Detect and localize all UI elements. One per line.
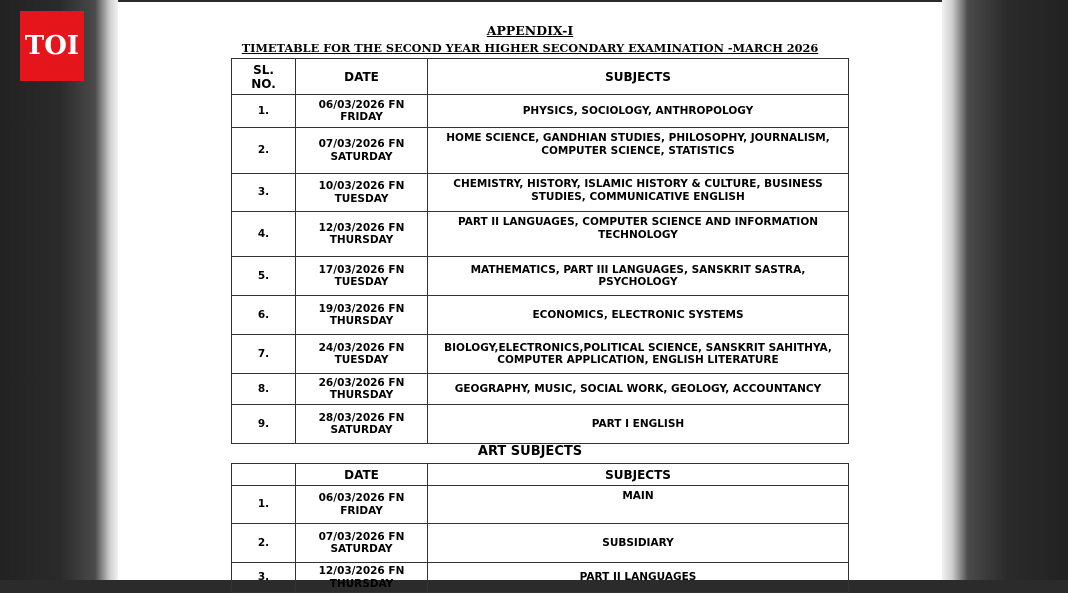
header-slno: SL. NO. [232,59,296,95]
date-cell: 17/03/2026 FN TUESDAY [296,257,428,296]
subjects-cell: ECONOMICS, ELECTRONIC SYSTEMS [428,296,849,335]
main-row [232,95,849,128]
main-row [232,374,849,405]
art-subjects-heading: ART SUBJECTS [477,444,583,459]
sl-cell: 8. [232,374,296,405]
subjects-cell: PART I ENGLISH [428,405,849,444]
main-row [232,335,849,374]
date-cell: 06/03/2026 FN FRIDAY [296,95,428,128]
sl-cell: 3. [232,174,296,212]
date-cell: 06/03/2026 FN FRIDAY [296,486,428,524]
date-cell: 07/03/2026 FN SATURDAY [296,128,428,174]
sl-cell: 6. [232,296,296,335]
main-row [232,128,849,174]
date-cell: 12/03/2026 FN THURSDAY [296,212,428,257]
timetable-title: TIMETABLE FOR THE SECOND YEAR HIGHER SECONDARY EXAMINATION -MARCH 2026 [241,41,819,55]
subjects-cell: MAIN [428,486,849,524]
subjects-cell: PART II LANGUAGES [428,563,849,593]
sl-cell: 7. [232,335,296,374]
sl-cell: 4. [232,212,296,257]
main-row [232,405,849,444]
subjects-cell: HOME SCIENCE, GANDHIAN STUDIES, PHILOSOPHY, JOURNALISM, COMPUTER SCIENCE, STATISTICS [428,128,849,174]
subjects-cell: MATHEMATICS, PART III LANGUAGES, SANSKRIT SASTRA, PSYCHOLOGY [428,257,849,296]
document-page [118,2,942,590]
subjects-cell: PART II LANGUAGES, COMPUTER SCIENCE AND INFORMATION TECHNOLOGY [428,212,849,257]
subjects-cell: SUBSIDIARY [428,524,849,563]
subjects-cell: GEOGRAPHY, MUSIC, SOCIAL WORK, GEOLOGY, ACCOUNTANCY [428,374,849,405]
sl-cell: 1. [232,95,296,128]
main-row [232,257,849,296]
sl-cell: 2. [232,524,296,563]
main-timetable [231,58,849,444]
sl-cell: 2. [232,128,296,174]
date-cell: 12/03/2026 FN THURSDAY [296,563,428,593]
header-date: DATE [296,59,428,95]
date-cell: 28/03/2026 FN SATURDAY [296,405,428,444]
subjects-cell: BIOLOGY,ELECTRONICS,POLITICAL SCIENCE, SANSKRIT SAHITHYA, COMPUTER APPLICATION, ENGLISH LITERATURE [428,335,849,374]
art-header-slno [232,464,296,486]
date-cell: 10/03/2026 FN TUESDAY [296,174,428,212]
art-timetable [231,463,849,593]
sl-cell: 5. [232,257,296,296]
left-backdrop [0,0,118,580]
art-row [232,563,849,593]
date-cell: 19/03/2026 FN THURSDAY [296,296,428,335]
subjects-cell: PHYSICS, SOCIOLOGY, ANTHROPOLOGY [428,95,849,128]
art-row [232,486,849,524]
sl-cell: 9. [232,405,296,444]
toi-logo: TOI [20,11,84,81]
art-header-subjects: SUBJECTS [428,464,849,486]
date-cell: 07/03/2026 FN SATURDAY [296,524,428,563]
right-backdrop [942,0,1068,580]
date-cell: 24/03/2026 FN TUESDAY [296,335,428,374]
main-row [232,296,849,335]
art-header-date: DATE [296,464,428,486]
appendix-title: APPENDIX-I [486,23,574,38]
sl-cell: 1. [232,486,296,524]
main-row [232,174,849,212]
sl-cell: 3. [232,563,296,593]
art-row [232,524,849,563]
header-subjects: SUBJECTS [428,59,849,95]
subjects-cell: CHEMISTRY, HISTORY, ISLAMIC HISTORY & CULTURE, BUSINESS STUDIES, COMMUNICATIVE ENGLISH [428,174,849,212]
date-cell: 26/03/2026 FN THURSDAY [296,374,428,405]
main-row [232,212,849,257]
